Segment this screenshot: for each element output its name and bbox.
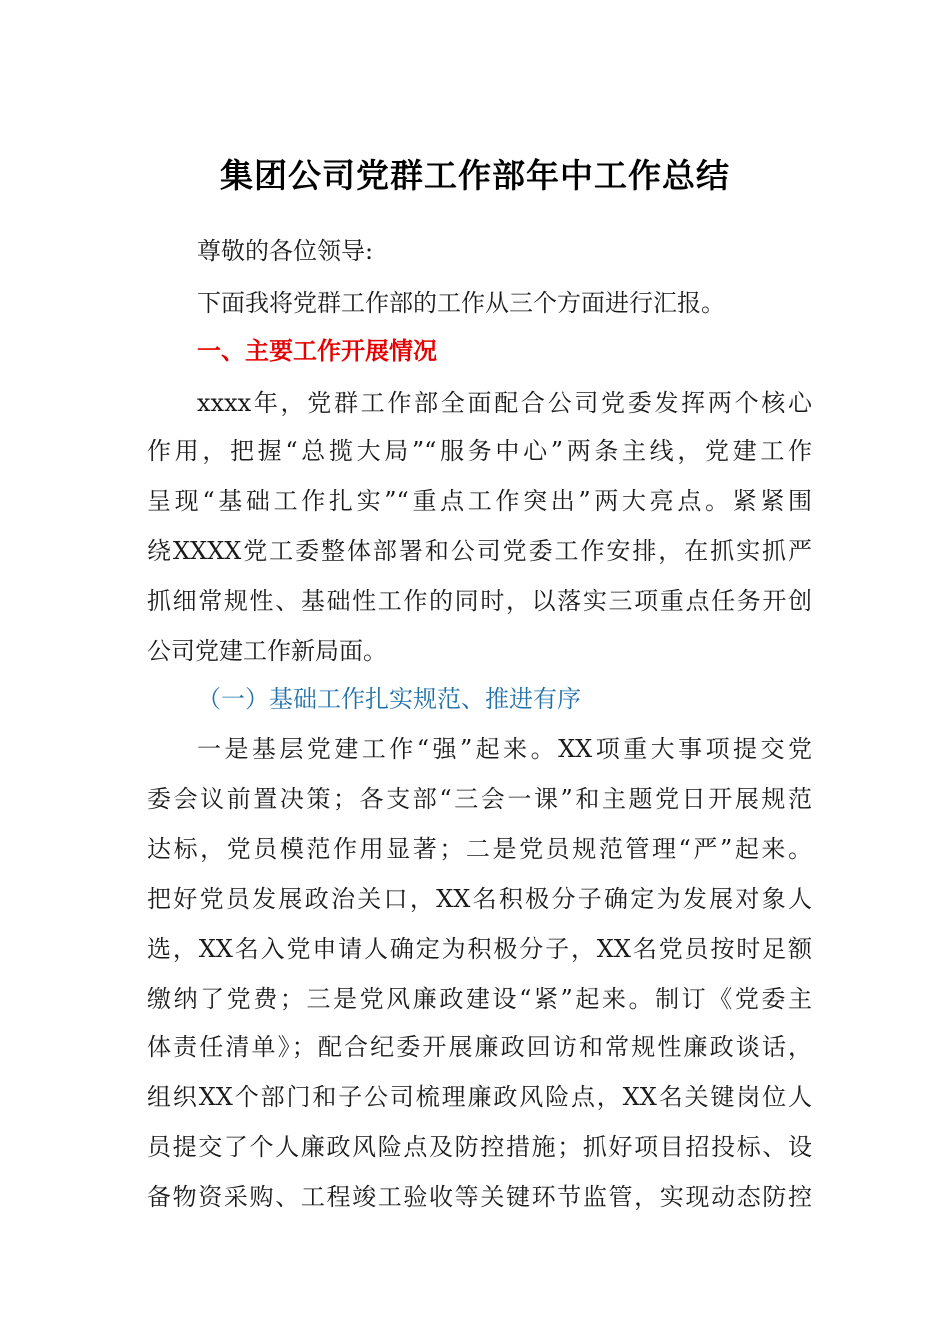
paragraph-line: 选，XX名入党申请人确定为积极分子，XX名党员按时足额 xyxy=(147,935,812,963)
paragraph-line: 备物资采购、工程竣工验收等关键环节监管，实现动态防控 xyxy=(147,1183,812,1211)
paragraph-line: 绕XXXX党工委整体部署和公司党委工作安排，在抓实抓严 xyxy=(147,537,812,565)
paragraph-line: 缴纳了党费；三是党风廉政建设“紧”起来。制订《党委主 xyxy=(147,985,812,1013)
paragraph-line: 员提交了个人廉政风险点及防控措施；抓好项目招投标、设 xyxy=(147,1133,812,1161)
intro-paragraph: 下面我将党群工作部的工作从三个方面进行汇报。 xyxy=(197,289,725,317)
paragraph-line: 抓细常规性、基础性工作的同时，以落实三项重点任务开创 xyxy=(147,587,812,615)
paragraph-line: 一是基层党建工作“强”起来。XX项重大事项提交党 xyxy=(197,735,812,763)
paragraph-line: 公司党建工作新局面。 xyxy=(147,637,387,665)
subsection-heading: （一）基础工作扎实规范、推进有序 xyxy=(197,685,581,713)
section-heading: 一、主要工作开展情况 xyxy=(197,337,437,365)
greeting: 尊敬的各位领导: xyxy=(197,237,374,265)
paragraph-line: 呈现“基础工作扎实”“重点工作突出”两大亮点。紧紧围 xyxy=(147,487,812,515)
paragraph-line: 达标，党员模范作用显著；二是党员规范管理“严”起来。 xyxy=(147,835,812,863)
document-title: 集团公司党群工作部年中工作总结 xyxy=(220,156,730,195)
paragraph-line: 组织XX个部门和子公司梳理廉政风险点，XX名关键岗位人 xyxy=(147,1083,812,1111)
paragraph-line: xxxx年，党群工作部全面配合公司党委发挥两个核心 xyxy=(197,389,812,417)
paragraph-line: 把好党员发展政治关口，XX名积极分子确定为发展对象人 xyxy=(147,885,812,913)
paragraph-line: 委会议前置决策；各支部“三会一课”和主题党日开展规范 xyxy=(147,785,812,813)
paragraph-line: 体责任清单》；配合纪委开展廉政回访和常规性廉政谈话， xyxy=(147,1033,812,1061)
paragraph-line: 作用，把握“总揽大局”“服务中心”两条主线，党建工作 xyxy=(147,437,812,465)
